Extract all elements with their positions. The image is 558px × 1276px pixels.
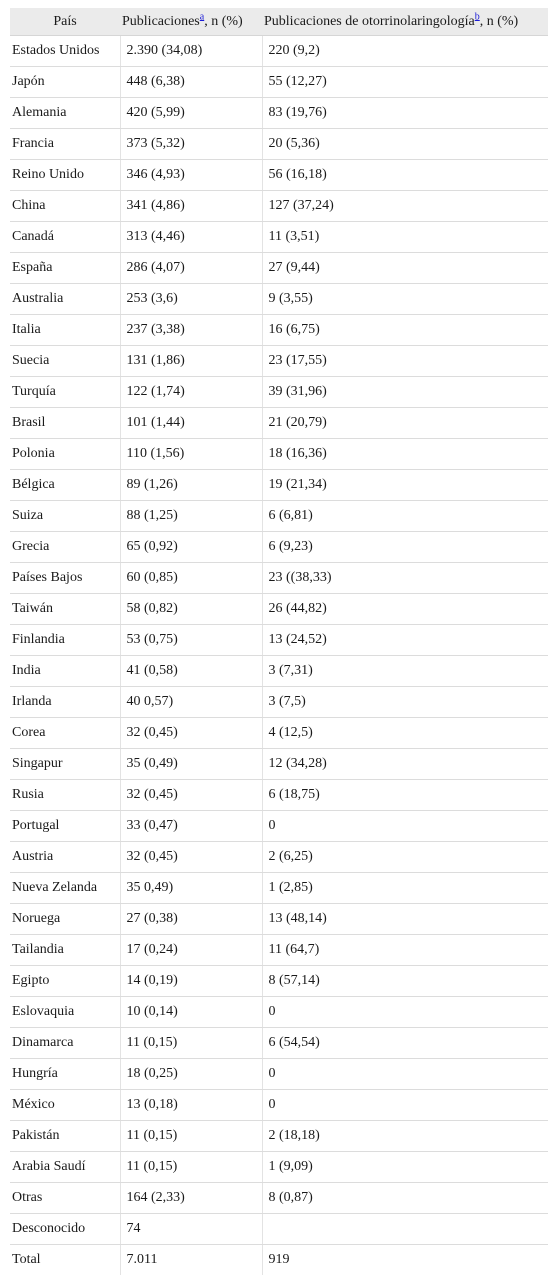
publications-cell: 122 (1,74) <box>120 377 262 408</box>
footnote-b-link[interactable]: b <box>474 10 480 22</box>
publications-cell: 341 (4,86) <box>120 191 262 222</box>
country-cell: Canadá <box>10 222 120 253</box>
country-cell: Países Bajos <box>10 563 120 594</box>
publications-cell: 65 (0,92) <box>120 532 262 563</box>
country-cell: Eslovaquia <box>10 997 120 1028</box>
publications-cell: 11 (0,15) <box>120 1152 262 1183</box>
table-row <box>10 718 548 749</box>
country-cell: Austria <box>10 842 120 873</box>
publications-cell: 237 (3,38) <box>120 315 262 346</box>
table-row <box>10 470 548 501</box>
publications-cell: 88 (1,25) <box>120 501 262 532</box>
publications-cell: 18 (0,25) <box>120 1059 262 1090</box>
publications-cell: 14 (0,19) <box>120 966 262 997</box>
country-cell: Francia <box>10 129 120 160</box>
country-cell: Egipto <box>10 966 120 997</box>
header-ent-suffix: , n (%) <box>479 13 519 29</box>
country-cell: Nueva Zelanda <box>10 873 120 904</box>
ent-publications-cell: 26 (44,82) <box>262 594 548 625</box>
ent-publications-cell: 0 <box>262 811 548 842</box>
ent-publications-cell: 1 (2,85) <box>262 873 548 904</box>
table-row <box>10 346 548 377</box>
header-publications-label: Publicaciones <box>122 13 200 29</box>
country-cell: Turquía <box>10 377 120 408</box>
publications-cell: 27 (0,38) <box>120 904 262 935</box>
table-row <box>10 98 548 129</box>
table-row <box>10 1183 548 1214</box>
publications-cell: 17 (0,24) <box>120 935 262 966</box>
publications-cell: 286 (4,07) <box>120 253 262 284</box>
ent-publications-cell: 8 (57,14) <box>262 966 548 997</box>
table-row <box>10 253 548 284</box>
table-row <box>10 780 548 811</box>
ent-publications-cell: 20 (5,36) <box>262 129 548 160</box>
ent-publications-cell: 127 (37,24) <box>262 191 548 222</box>
table-row <box>10 594 548 625</box>
country-cell: Pakistán <box>10 1121 120 1152</box>
publications-cell: 313 (4,46) <box>120 222 262 253</box>
ent-publications-cell: 0 <box>262 1059 548 1090</box>
table-row <box>10 687 548 718</box>
country-cell: India <box>10 656 120 687</box>
publications-cell: 53 (0,75) <box>120 625 262 656</box>
ent-publications-cell: 55 (12,27) <box>262 67 548 98</box>
country-cell: Arabia Saudí <box>10 1152 120 1183</box>
table-body <box>10 36 548 1276</box>
publications-cell: 58 (0,82) <box>120 594 262 625</box>
table-row <box>10 315 548 346</box>
footnote-a-link[interactable]: a <box>199 10 205 22</box>
publications-cell: 420 (5,99) <box>120 98 262 129</box>
table-row <box>10 873 548 904</box>
table-row <box>10 1028 548 1059</box>
country-cell: China <box>10 191 120 222</box>
publications-cell: 13 (0,18) <box>120 1090 262 1121</box>
ent-publications-cell: 4 (12,5) <box>262 718 548 749</box>
table-row <box>10 1059 548 1090</box>
country-cell: Rusia <box>10 780 120 811</box>
table-row <box>10 67 548 98</box>
publications-cell: 164 (2,33) <box>120 1183 262 1214</box>
publications-cell: 10 (0,14) <box>120 997 262 1028</box>
ent-publications-cell: 83 (19,76) <box>262 98 548 129</box>
ent-publications-cell: 8 (0,87) <box>262 1183 548 1214</box>
publications-cell: 32 (0,45) <box>120 718 262 749</box>
country-cell: España <box>10 253 120 284</box>
country-cell: Taiwán <box>10 594 120 625</box>
publications-cell: 33 (0,47) <box>120 811 262 842</box>
ent-publications-cell: 0 <box>262 997 548 1028</box>
country-cell: Japón <box>10 67 120 98</box>
country-cell: Alemania <box>10 98 120 129</box>
country-cell: Suecia <box>10 346 120 377</box>
table-row <box>10 284 548 315</box>
table-row <box>10 842 548 873</box>
country-cell: Hungría <box>10 1059 120 1090</box>
ent-publications-cell: 56 (16,18) <box>262 160 548 191</box>
country-cell: Total <box>12 1252 41 1267</box>
header-ent-label: Publicaciones de otorrinolaringología <box>264 13 475 29</box>
country-cell: Otras <box>10 1183 120 1214</box>
ent-publications-cell: 9 (3,55) <box>262 284 548 315</box>
table-row <box>10 501 548 532</box>
table-row <box>10 749 548 780</box>
table-row <box>10 625 548 656</box>
country-cell: Bélgica <box>10 470 120 501</box>
country-cell: Australia <box>10 284 120 315</box>
publications-cell: 346 (4,93) <box>120 160 262 191</box>
country-cell: Grecia <box>10 532 120 563</box>
publications-cell: 74 <box>120 1214 262 1245</box>
table-row <box>10 563 548 594</box>
ent-publications-cell: 6 (9,23) <box>262 532 548 563</box>
ent-publications-cell: 23 ((38,33) <box>262 563 548 594</box>
ent-publications-cell <box>262 1214 548 1245</box>
country-cell: Italia <box>10 315 120 346</box>
country-cell: México <box>10 1090 120 1121</box>
publications-cell: 32 (0,45) <box>120 780 262 811</box>
table-row <box>10 439 548 470</box>
publications-cell: 131 (1,86) <box>120 346 262 377</box>
ent-publications-cell: 1 (9,09) <box>262 1152 548 1183</box>
ent-publications-cell: 11 (3,51) <box>262 222 548 253</box>
publications-cell: 32 (0,45) <box>120 842 262 873</box>
publications-cell: 60 (0,85) <box>120 563 262 594</box>
publications-cell: 7.011 <box>120 1245 262 1276</box>
country-cell: Singapur <box>10 749 120 780</box>
ent-publications-cell: 16 (6,75) <box>262 315 548 346</box>
header-ent-publications <box>262 8 548 36</box>
publications-cell: 35 (0,49) <box>120 749 262 780</box>
table-row <box>10 160 548 191</box>
publications-cell: 253 (3,6) <box>120 284 262 315</box>
country-cell: Dinamarca <box>10 1028 120 1059</box>
country-cell: Desconocido <box>10 1214 120 1245</box>
country-cell: Suiza <box>10 501 120 532</box>
ent-publications-cell: 220 (9,2) <box>262 36 548 67</box>
publications-cell: 2.390 (34,08) <box>120 36 262 67</box>
header-country: País <box>10 8 120 36</box>
ent-publications-cell: 2 (6,25) <box>262 842 548 873</box>
country-cell: Brasil <box>10 408 120 439</box>
table-row <box>10 656 548 687</box>
publications-cell: 89 (1,26) <box>120 470 262 501</box>
table-row <box>10 129 548 160</box>
table-row <box>10 1090 548 1121</box>
country-cell: Reino Unido <box>10 160 120 191</box>
table-row <box>10 1245 548 1276</box>
ent-publications-cell: 13 (48,14) <box>262 904 548 935</box>
ent-publications-cell: 3 (7,31) <box>262 656 548 687</box>
table-row <box>10 532 548 563</box>
publications-cell: 40 0,57) <box>120 687 262 718</box>
table-row <box>10 1121 548 1152</box>
country-cell: Noruega <box>10 904 120 935</box>
table-row <box>10 222 548 253</box>
country-cell: Portugal <box>10 811 120 842</box>
publications-table <box>10 8 548 1275</box>
country-cell: Polonia <box>10 439 120 470</box>
ent-publications-cell: 0 <box>262 1090 548 1121</box>
country-cell: Estados Unidos <box>10 36 120 67</box>
publications-cell: 41 (0,58) <box>120 656 262 687</box>
header-row <box>10 8 548 36</box>
ent-publications-cell: 13 (24,52) <box>262 625 548 656</box>
ent-publications-cell: 919 <box>262 1245 548 1276</box>
ent-publications-cell: 21 (20,79) <box>262 408 548 439</box>
table-row <box>10 377 548 408</box>
ent-publications-cell: 3 (7,5) <box>262 687 548 718</box>
table-header <box>10 8 548 36</box>
country-cell: Irlanda <box>10 687 120 718</box>
publications-cell: 35 0,49) <box>120 873 262 904</box>
table-row <box>10 997 548 1028</box>
table-row <box>10 811 548 842</box>
table-row <box>10 408 548 439</box>
table-row <box>10 1152 548 1183</box>
ent-publications-cell: 39 (31,96) <box>262 377 548 408</box>
table-row <box>10 36 548 67</box>
ent-publications-cell: 18 (16,36) <box>262 439 548 470</box>
ent-publications-cell: 6 (18,75) <box>262 780 548 811</box>
ent-publications-cell: 6 (54,54) <box>262 1028 548 1059</box>
header-publications-suffix: , n (%) <box>204 13 243 29</box>
ent-publications-cell: 12 (34,28) <box>262 749 548 780</box>
publications-cell: 110 (1,56) <box>120 439 262 470</box>
country-cell: Finlandia <box>10 625 120 656</box>
header-publications <box>120 8 262 36</box>
publications-cell: 448 (6,38) <box>120 67 262 98</box>
publications-cell: 373 (5,32) <box>120 129 262 160</box>
table-row <box>10 904 548 935</box>
ent-publications-cell: 6 (6,81) <box>262 501 548 532</box>
country-cell: Corea <box>10 718 120 749</box>
table-row <box>10 1214 548 1245</box>
country-cell: Tailandia <box>10 935 120 966</box>
ent-publications-cell: 2 (18,18) <box>262 1121 548 1152</box>
table-row <box>10 966 548 997</box>
table-row <box>10 191 548 222</box>
table-row <box>10 935 548 966</box>
publications-cell: 11 (0,15) <box>120 1028 262 1059</box>
ent-publications-cell: 11 (64,7) <box>262 935 548 966</box>
ent-publications-cell: 23 (17,55) <box>262 346 548 377</box>
publications-cell: 11 (0,15) <box>120 1121 262 1152</box>
ent-publications-cell: 19 (21,34) <box>262 470 548 501</box>
ent-publications-cell: 27 (9,44) <box>262 253 548 284</box>
publications-cell: 101 (1,44) <box>120 408 262 439</box>
